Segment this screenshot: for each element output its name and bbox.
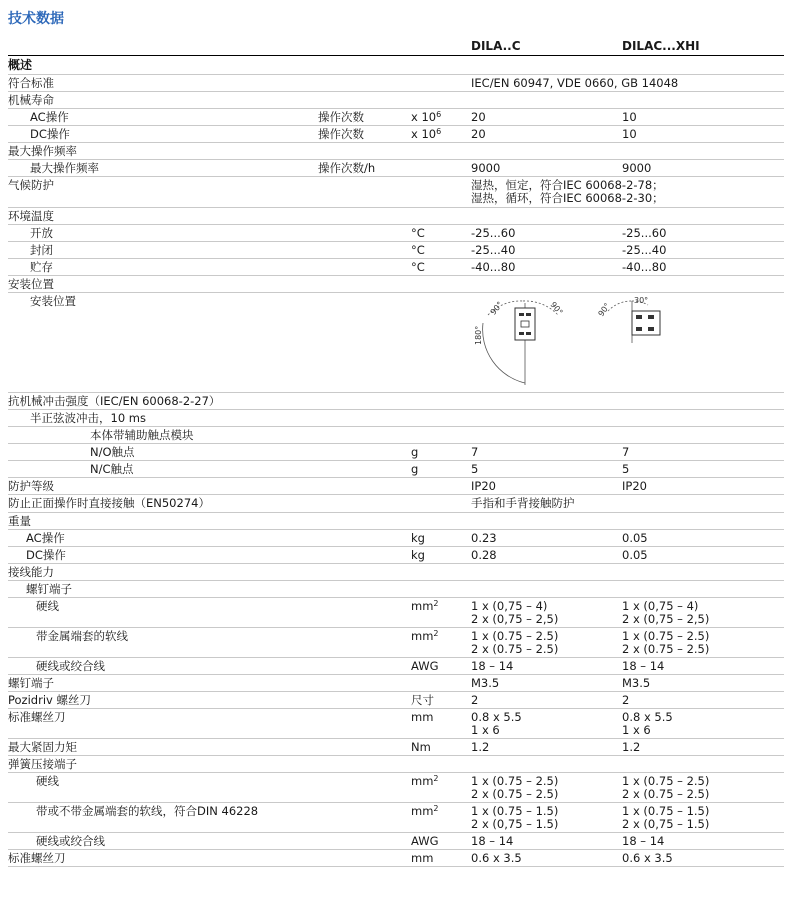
- value-dila-c: [471, 532, 497, 545]
- table-row: [8, 547, 784, 564]
- value-line: IP20: [622, 479, 647, 493]
- row-label: 气候防护: [8, 178, 54, 192]
- table-row: [8, 478, 784, 495]
- row-symbol: g: [411, 462, 419, 476]
- value-dilac-xhi: [622, 711, 673, 737]
- table-row: [8, 773, 784, 803]
- value-line: 5: [622, 462, 630, 476]
- row-symbol: kg: [411, 548, 425, 562]
- value-dila-c: [471, 852, 522, 865]
- value-dilac-xhi: [622, 677, 650, 690]
- table-row: [8, 675, 784, 692]
- value-dilac-xhi: [622, 261, 666, 274]
- value-dila-c: [471, 630, 558, 656]
- value-dilac-xhi: [622, 805, 709, 831]
- value-line: 18 – 14: [622, 659, 665, 673]
- row-symbol: Nm: [411, 740, 431, 754]
- table-row: [8, 564, 784, 581]
- value-dilac-xhi: [622, 549, 648, 562]
- unit-superscript: 2: [433, 599, 439, 608]
- row-label: 带或不带金属端套的软线，符合DIN 46228: [36, 804, 259, 818]
- value-dilac-xhi: [622, 741, 640, 754]
- value-line: 0.8 x 5.5: [471, 710, 522, 724]
- value-dilac-xhi: [622, 600, 709, 626]
- value-line: -25...60: [622, 226, 667, 240]
- value-line: -25...40: [471, 243, 516, 257]
- row-label: Pozidriv 螺丝刀: [8, 693, 91, 707]
- row-label: 标准螺丝刀: [8, 851, 66, 865]
- value-line: 2: [471, 693, 479, 707]
- unit-superscript: 6: [436, 110, 442, 119]
- value-line: 1 x (0.75 – 1.5): [471, 804, 559, 818]
- table-row: [8, 160, 784, 177]
- row-label: 弹簧压接端子: [8, 757, 77, 771]
- row-label: AC操作: [30, 110, 69, 124]
- row-label: 安装位置: [30, 294, 76, 308]
- value-dila-c: [471, 446, 478, 459]
- value-line: 2 x (0.75 – 2.5): [471, 642, 559, 656]
- row-symbol: g: [411, 445, 419, 459]
- value-dilac-xhi: [622, 111, 637, 124]
- page-title: 技术数据: [8, 11, 64, 27]
- row-symbol: x $10^6$: [411, 110, 442, 124]
- value-line: 2 x (0,75 – 2,5): [622, 612, 710, 626]
- row-label: 环境温度: [8, 209, 54, 223]
- mounting-position-diagram-dila-c: [463, 293, 583, 396]
- table-row: [8, 177, 784, 208]
- value-line: -25...60: [471, 226, 516, 240]
- column-header-dila-c: DILA..C: [471, 39, 521, 53]
- table-row: [8, 427, 784, 444]
- value-line: 18 – 14: [622, 834, 665, 848]
- row-symbol: kg: [411, 531, 425, 545]
- value-line: 手指和手背接触防护: [471, 496, 575, 510]
- table-row: [8, 833, 784, 850]
- row-label: 标准螺丝刀: [8, 710, 66, 724]
- table-row: [8, 530, 784, 547]
- table-row: [8, 143, 784, 160]
- row-symbol: °C: [411, 243, 425, 257]
- unit-superscript: 6: [436, 127, 442, 136]
- mounting-position-diagram-dilac-xhi: [588, 293, 678, 356]
- value-line: 1 x 6: [622, 723, 651, 737]
- value-dila-c: [471, 711, 522, 737]
- value-line: 20: [471, 110, 486, 124]
- value-line: 18 – 14: [471, 659, 514, 673]
- value-line: 1 x (0.75 – 2.5): [622, 629, 710, 643]
- value-line: 0.8 x 5.5: [622, 710, 673, 724]
- value-dila-c: [471, 162, 500, 175]
- value-dila-c: [471, 835, 513, 848]
- row-symbol: $mm^2$: [411, 804, 439, 818]
- value-dila-c: [471, 741, 489, 754]
- value-line: 10: [622, 110, 637, 124]
- value-dilac-xhi: [622, 446, 629, 459]
- table-row: [8, 513, 784, 530]
- value-line: 1 x (0.75 – 2.5): [471, 774, 559, 788]
- row-symbol: $mm^2$: [411, 774, 439, 788]
- value-dila-c: [471, 227, 515, 240]
- value-line: 7: [622, 445, 630, 459]
- header-rule: [8, 55, 784, 56]
- row-label: 带金属端套的软线: [36, 629, 128, 643]
- row-label: 符合标准: [8, 76, 54, 90]
- value-dilac-xhi: [622, 532, 648, 545]
- table-row: [8, 109, 784, 126]
- value-line: 1.2: [471, 740, 490, 754]
- table-row: [8, 495, 784, 513]
- table-row: [8, 75, 784, 92]
- value-line: 2: [622, 693, 630, 707]
- value-line: IEC/EN 60947, VDE 0660, GB 14048: [471, 76, 679, 90]
- value-dilac-xhi: [622, 852, 673, 865]
- value-line: 20: [471, 127, 486, 141]
- row-label: 防护等级: [8, 479, 54, 493]
- table-row: [8, 293, 784, 393]
- value-line: M3.5: [622, 676, 651, 690]
- table-row: [8, 242, 784, 259]
- angle-label: 90°: [488, 299, 505, 317]
- value-dila-c: [471, 549, 497, 562]
- value-line: 9000: [622, 161, 652, 175]
- row-label: 本体带辅助触点模块: [90, 428, 194, 442]
- value-dilac-xhi: [622, 463, 629, 476]
- value-line: -40...80: [471, 260, 516, 274]
- table-row: [8, 276, 784, 293]
- row-label: 最大操作频率: [8, 144, 77, 158]
- value-dilac-xhi: [622, 660, 664, 673]
- row-label: 概述: [8, 58, 33, 72]
- table-row: [8, 126, 784, 143]
- value-line: 2 x (0.75 – 2.5): [622, 642, 710, 656]
- value-line: 1.2: [622, 740, 641, 754]
- row-label: DC操作: [30, 127, 70, 141]
- table-row: [8, 444, 784, 461]
- row-label: DC操作: [26, 548, 66, 562]
- table-row: [8, 692, 784, 709]
- value-dila-c: [471, 77, 678, 90]
- row-label: 半正弦波冲击，10 ms: [30, 411, 146, 425]
- row-label: AC操作: [26, 531, 65, 545]
- value-dila-c: [471, 463, 478, 476]
- row-label: 硬线: [36, 774, 59, 788]
- value-dila-c: [471, 261, 515, 274]
- value-dila-c: [471, 497, 575, 510]
- value-dila-c: [471, 660, 513, 673]
- value-dila-c: [471, 179, 664, 205]
- row-label: 接线能力: [8, 565, 54, 579]
- unit-superscript: 2: [433, 804, 439, 813]
- value-line: 9000: [471, 161, 501, 175]
- row-label: 封闭: [30, 243, 53, 257]
- row-label: 贮存: [30, 260, 53, 274]
- row-symbol: x $10^6$: [411, 127, 442, 141]
- value-dilac-xhi: [622, 128, 637, 141]
- row-label: 螺钉端子: [26, 582, 72, 596]
- row-unit: 操作次数/h: [318, 161, 376, 175]
- value-dilac-xhi: [622, 694, 629, 707]
- row-label: 硬线: [36, 599, 59, 613]
- value-line: 湿热，恒定，符合IEC 60068-2-78；: [471, 178, 664, 192]
- value-dila-c: [471, 111, 486, 124]
- angle-label: 90°: [548, 300, 565, 317]
- value-dila-c: [471, 128, 486, 141]
- row-symbol: AWG: [411, 659, 439, 673]
- value-line: 0.05: [622, 548, 648, 562]
- value-line: 7: [471, 445, 479, 459]
- value-line: 1 x (0.75 – 1.5): [622, 804, 710, 818]
- angle-label: 90°: [596, 301, 612, 319]
- value-dila-c: [471, 694, 478, 707]
- value-line: 1 x 6: [471, 723, 500, 737]
- value-dilac-xhi: [622, 162, 651, 175]
- row-symbol: AWG: [411, 834, 439, 848]
- value-dilac-xhi: [622, 227, 666, 240]
- table-row: [8, 850, 784, 867]
- value-line: 0.28: [471, 548, 497, 562]
- table-row: [8, 393, 784, 410]
- value-dila-c: [471, 480, 496, 493]
- unit-superscript: 2: [433, 774, 439, 783]
- table-row: [8, 259, 784, 276]
- value-dila-c: [471, 600, 558, 626]
- row-unit: 操作次数: [318, 110, 364, 124]
- table-row: [8, 598, 784, 628]
- row-symbol: 尺寸: [411, 693, 434, 707]
- value-line: 2 x (0,75 – 2,5): [471, 612, 559, 626]
- row-label: N/C触点: [90, 462, 134, 476]
- table-row: [8, 739, 784, 756]
- value-line: -25...40: [622, 243, 667, 257]
- table-row: [8, 461, 784, 478]
- table-row: [8, 628, 784, 658]
- spec-table: [8, 57, 784, 867]
- row-symbol: °C: [411, 260, 425, 274]
- table-row: [8, 658, 784, 675]
- value-line: 0.6 x 3.5: [471, 851, 522, 865]
- value-dilac-xhi: [622, 835, 664, 848]
- value-line: 1 x (0.75 – 2.5): [622, 774, 710, 788]
- value-dilac-xhi: [622, 775, 709, 801]
- row-symbol: mm: [411, 710, 434, 724]
- row-symbol: °C: [411, 226, 425, 240]
- table-row: [8, 756, 784, 773]
- value-line: 10: [622, 127, 637, 141]
- row-label: 硬线或绞合线: [36, 659, 105, 673]
- table-row: [8, 410, 784, 427]
- value-line: 1 x (0,75 – 4): [622, 599, 699, 613]
- value-line: 2 x (0.75 – 2.5): [471, 787, 559, 801]
- row-symbol: $mm^2$: [411, 599, 439, 613]
- value-line: 18 – 14: [471, 834, 514, 848]
- row-unit: 操作次数: [318, 127, 364, 141]
- row-symbol: $mm^2$: [411, 629, 439, 643]
- value-line: 2 x (0,75 – 1.5): [622, 817, 710, 831]
- row-label: 机械寿命: [8, 93, 54, 107]
- angle-label: 30°: [634, 296, 649, 305]
- value-dila-c: [471, 775, 558, 801]
- table-row: [8, 581, 784, 598]
- table-row: [8, 709, 784, 739]
- row-label: 防止正面操作时直接接触（EN50274）: [8, 496, 210, 510]
- value-dila-c: [471, 677, 499, 690]
- table-row: [8, 208, 784, 225]
- value-line: 5: [471, 462, 479, 476]
- row-label: 螺钉端子: [8, 676, 54, 690]
- value-dila-c: [471, 244, 515, 257]
- value-dila-c: [471, 805, 558, 831]
- value-line: -40...80: [622, 260, 667, 274]
- value-dilac-xhi: [622, 480, 647, 493]
- value-line: 0.6 x 3.5: [622, 851, 673, 865]
- row-label: 安装位置: [8, 277, 54, 291]
- value-dilac-xhi: [622, 630, 709, 656]
- row-label: 最大紧固力矩: [8, 740, 77, 754]
- column-header-dilac-xhi: DILAC...XHI: [622, 39, 700, 53]
- value-dilac-xhi: [622, 244, 666, 257]
- value-line: 2 x (0.75 – 2.5): [622, 787, 710, 801]
- value-line: IP20: [471, 479, 496, 493]
- table-row: [8, 225, 784, 242]
- value-line: 1 x (0,75 – 4): [471, 599, 548, 613]
- row-symbol: mm: [411, 851, 434, 865]
- value-line: 湿热，循环，符合IEC 60068-2-30；: [471, 191, 664, 205]
- row-label: N/O触点: [90, 445, 135, 459]
- table-row: [8, 803, 784, 833]
- value-line: 2 x (0,75 – 1.5): [471, 817, 559, 831]
- value-line: 0.05: [622, 531, 648, 545]
- unit-superscript: 2: [433, 629, 439, 638]
- row-label: 重量: [8, 514, 31, 528]
- row-label: 硬线或绞合线: [36, 834, 105, 848]
- table-row: [8, 92, 784, 109]
- value-line: 0.23: [471, 531, 497, 545]
- table-row: [8, 57, 784, 75]
- row-label: 抗机械冲击强度（IEC/EN 60068-2-27）: [8, 394, 221, 408]
- value-line: 1 x (0.75 – 2.5): [471, 629, 559, 643]
- row-label: 最大操作频率: [30, 161, 99, 175]
- angle-label: 180°: [474, 325, 483, 345]
- value-line: M3.5: [471, 676, 500, 690]
- row-label: 开放: [30, 226, 53, 240]
